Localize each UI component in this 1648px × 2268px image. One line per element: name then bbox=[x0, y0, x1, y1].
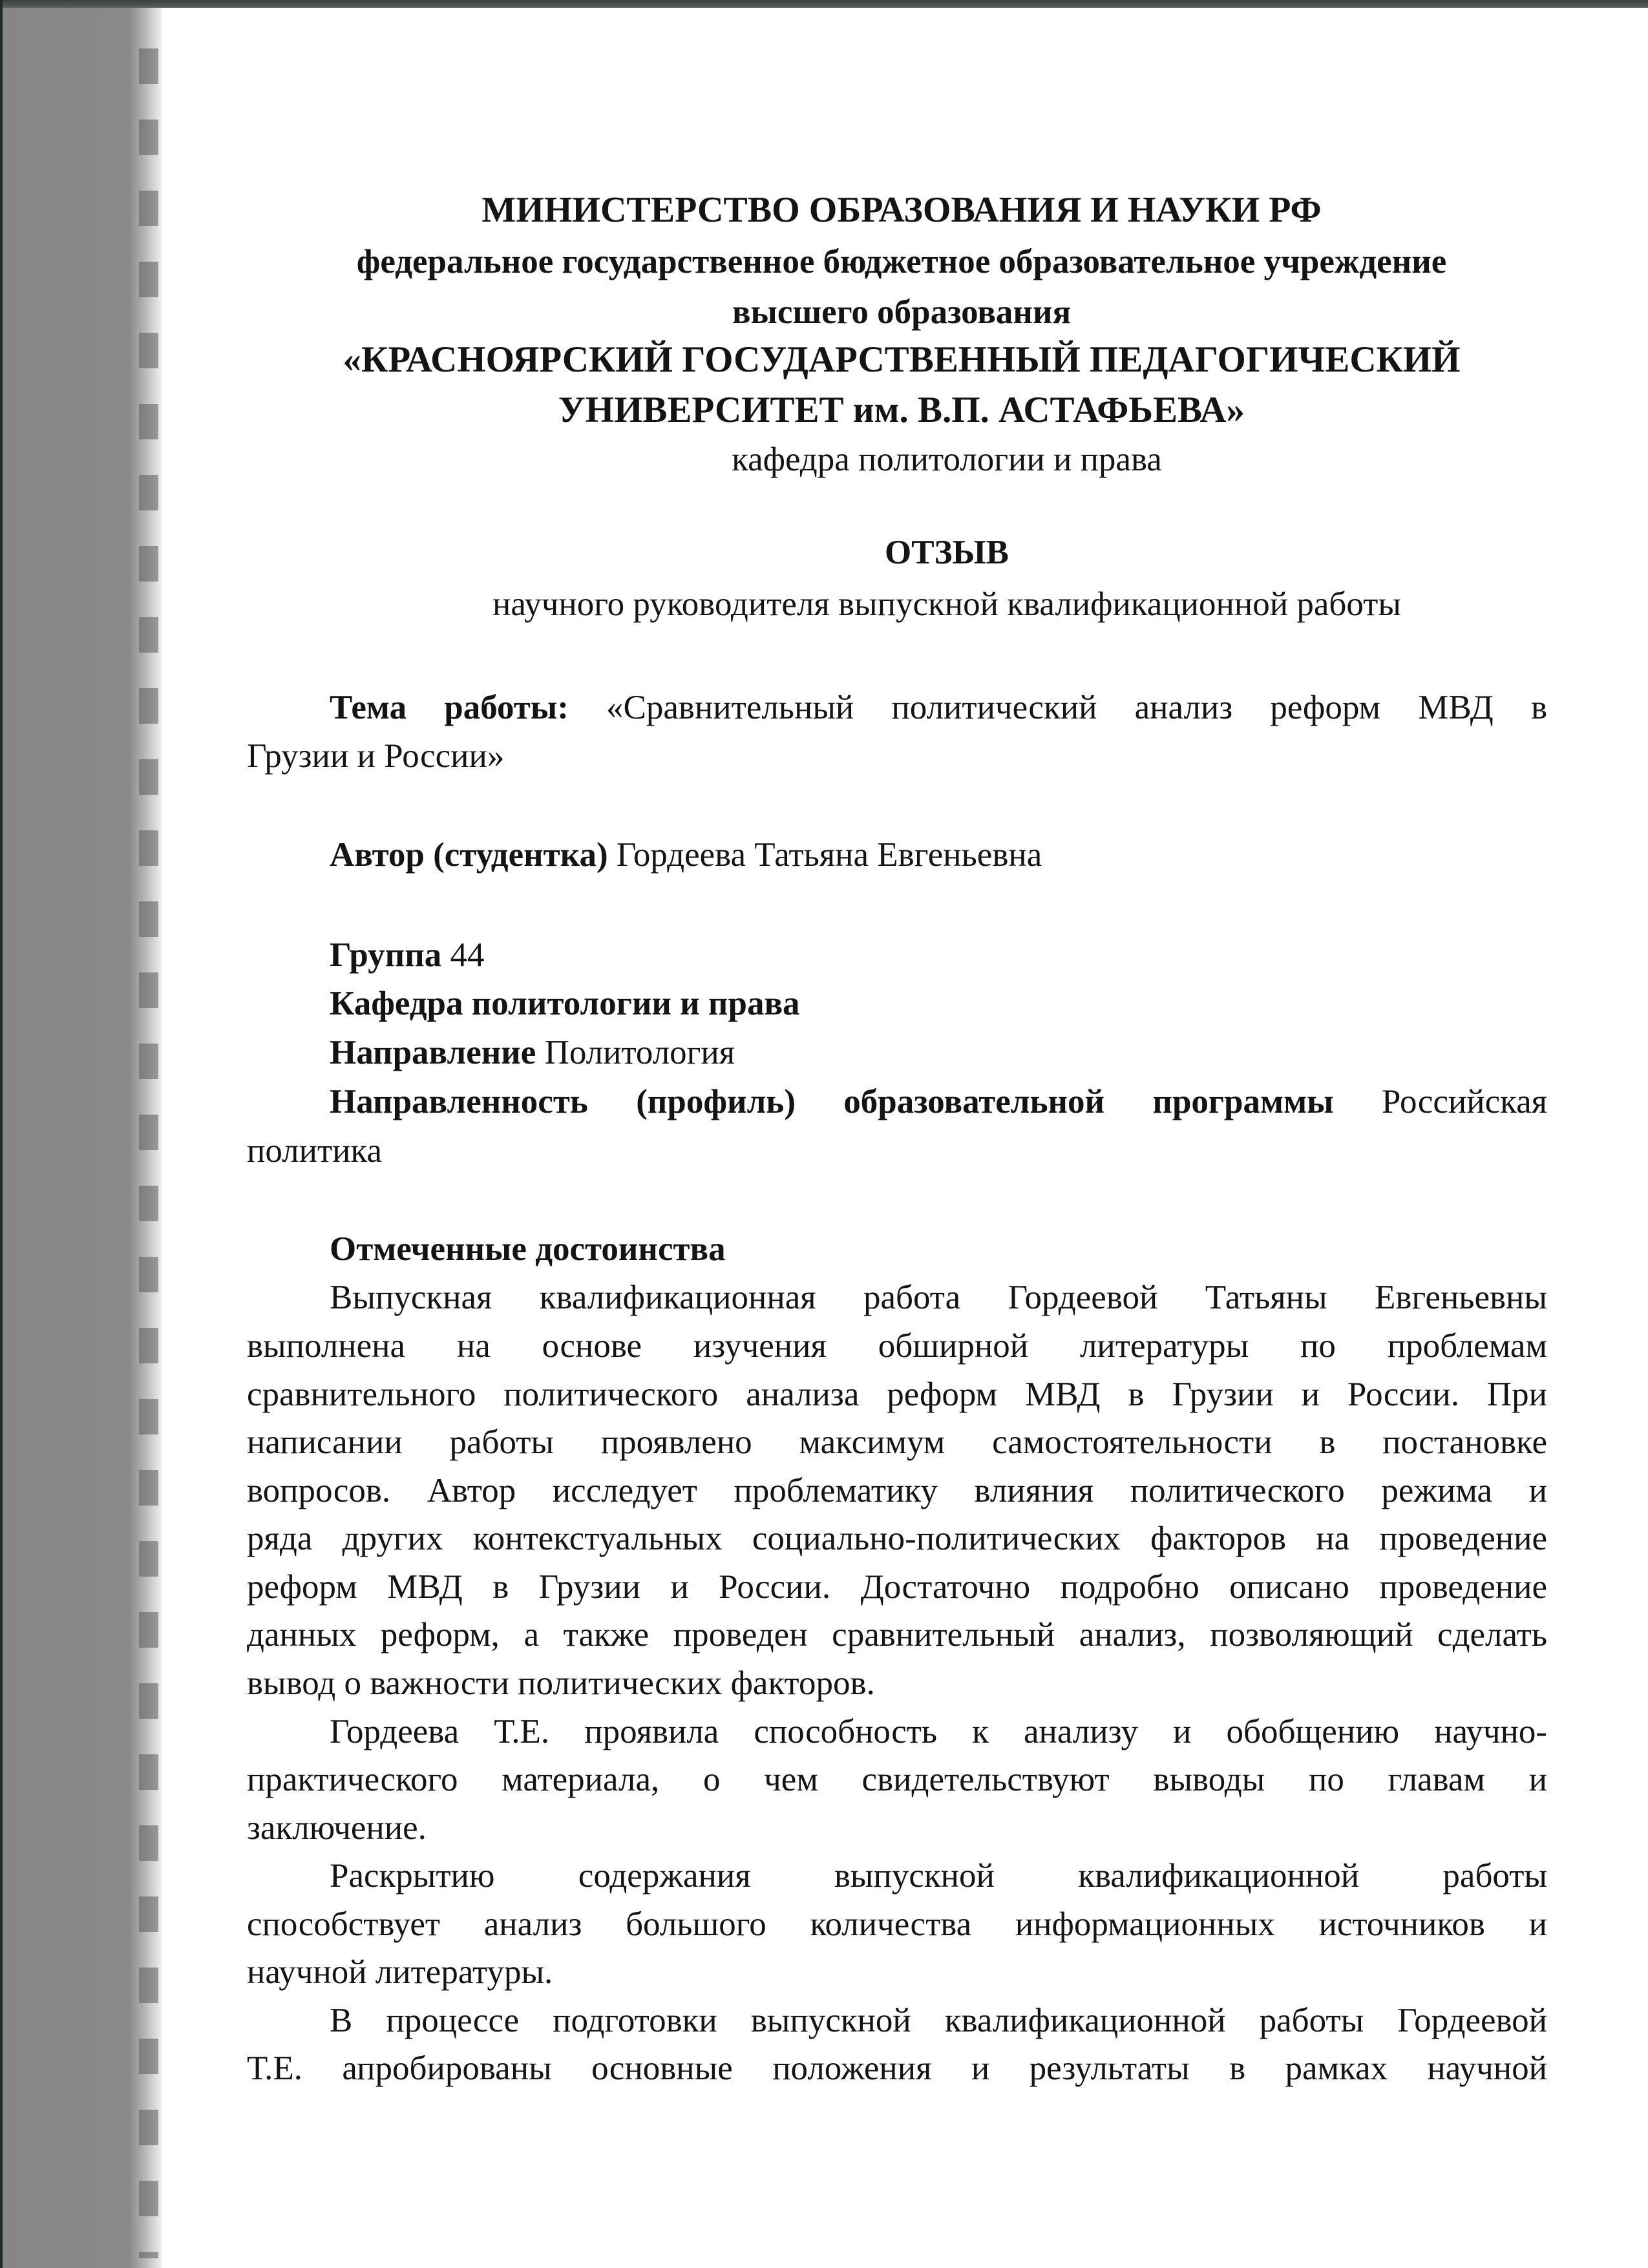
paragraph-line: научной литературы. bbox=[247, 1953, 553, 1991]
department-subheading: кафедра политологии и права bbox=[732, 441, 1162, 478]
author-value: Гордеева Татьяна Евгеньевна bbox=[616, 836, 1042, 874]
author-label: Автор (студентка) bbox=[330, 836, 608, 874]
merits-heading: Отмеченные достоинства bbox=[330, 1230, 726, 1268]
paragraph-line: Раскрытию содержания выпускной квалификационной работы bbox=[330, 1857, 1547, 1895]
department-field: Кафедра политологии и права bbox=[330, 985, 800, 1022]
topic-value-line2: Грузии и России» bbox=[247, 737, 505, 775]
paragraph-line: Гордеева Т.Е. проявила способность к анализу и обобщению научно- bbox=[330, 1713, 1547, 1750]
direction-value: Политология bbox=[544, 1034, 735, 1071]
university-name-line2: УНИВЕРСИТЕТ им. В.П. АСТАФЬЕВА» bbox=[558, 390, 1245, 430]
paragraph-line: Т.Е. апробированы основные положения и результаты в рамках научной bbox=[247, 2050, 1547, 2087]
document-title: ОТЗЫВ bbox=[885, 534, 1009, 571]
university-name-line1: «КРАСНОЯРСКИЙ ГОСУДАРСТВЕННЫЙ ПЕДАГОГИЧЕСКИЙ bbox=[343, 339, 1461, 380]
profile-label: Направленность (профиль) образовательной программы bbox=[330, 1083, 1334, 1120]
author-field bbox=[330, 832, 1547, 877]
paragraph-line: ряда других контекстуальных социально-политических факторов на проведение bbox=[247, 1520, 1547, 1557]
direction-field bbox=[330, 1030, 1547, 1075]
profile-value-line1: Российская bbox=[1381, 1083, 1548, 1120]
paragraph-line: выполнена на основе изучения обширной литературы по проблемам bbox=[247, 1327, 1547, 1365]
paragraph-line: сравнительного политического анализа реформ МВД в Грузии и России. При bbox=[247, 1376, 1547, 1413]
institution-type-line1: федеральное государственное бюджетное образовательное учреждение bbox=[356, 243, 1447, 280]
paragraph-line: вывод о важности политических факторов. bbox=[247, 1664, 875, 1702]
paragraph-line: написании работы проявлено максимум самостоятельности в постановке bbox=[247, 1423, 1547, 1461]
paragraph-line: В процессе подготовки выпускной квалификационной работы Гордеевой bbox=[330, 2002, 1547, 2039]
direction-label: Направление bbox=[330, 1034, 536, 1071]
topic-label: Тема работы: bbox=[330, 689, 569, 726]
group-label: Группа bbox=[330, 936, 442, 974]
ministry-heading: МИНИСТЕРСТВО ОБРАЗОВАНИЯ И НАУКИ РФ bbox=[481, 190, 1322, 230]
paragraph-line: способствует анализ большого количества информационных источников и bbox=[247, 1906, 1547, 1943]
paragraph-line: данных реформ, а также проведен сравнительный анализ, позволяющий сделать bbox=[247, 1616, 1547, 1654]
profile-field bbox=[330, 1079, 1547, 1124]
topic-field bbox=[330, 685, 1547, 730]
paragraph-line: заключение. bbox=[247, 1809, 427, 1847]
paragraph-line: Выпускная квалификационная работа Гордеевой Татьяны Евгеньевны bbox=[330, 1279, 1547, 1316]
institution-type-line2: высшего образования bbox=[732, 293, 1072, 331]
group-field bbox=[330, 932, 1547, 978]
paragraph-line: реформ МВД в Грузии и России. Достаточно подробно описано проведение bbox=[247, 1568, 1547, 1606]
group-value: 44 bbox=[450, 936, 485, 974]
paragraph-line: вопросов. Автор исследует проблематику влияния политического режима и bbox=[247, 1472, 1547, 1509]
document-subtitle: научного руководителя выпускной квалификационной работы bbox=[492, 585, 1401, 623]
topic-value-line1: «Сравнительный политический анализ реформ МВД в bbox=[606, 689, 1547, 726]
profile-value-line2: политика bbox=[247, 1132, 382, 1170]
paragraph-line: практического материала, о чем свидетельствуют выводы по главам и bbox=[247, 1761, 1547, 1798]
